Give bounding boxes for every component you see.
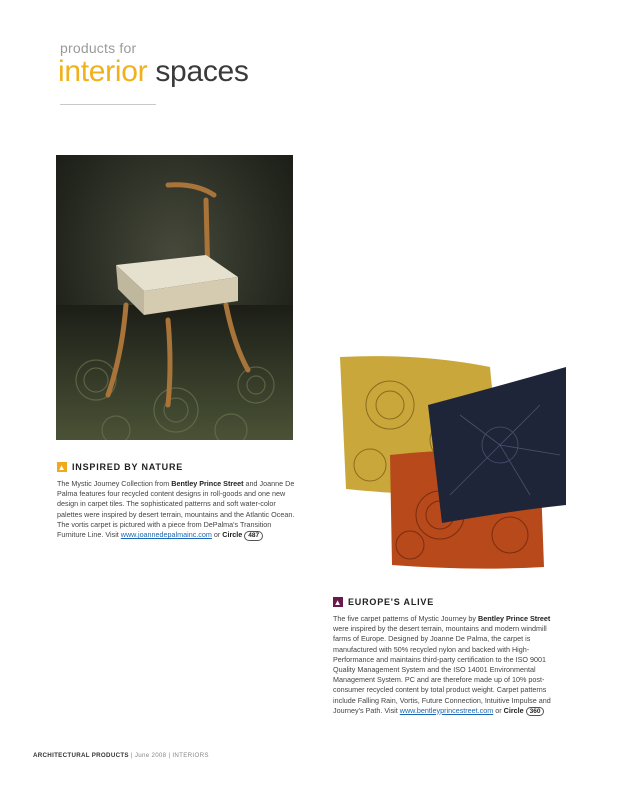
footer-section: INTERIORS xyxy=(172,752,209,759)
arrow-up-icon: ▲ xyxy=(57,462,67,472)
footer-separator: | xyxy=(128,752,135,759)
article1-brand: Bentley Prince Street xyxy=(171,479,244,488)
article2-link[interactable]: www.bentleyprincestreet.com xyxy=(399,705,494,715)
article2-text-2: were inspired by the desert terrain, mountains and modern windmill farms of Europe. Designed by Joanne De Palma, the carpet is manufactured with 50% recycled nylon and backed with High-Performance and maintains third-party certification to the ISO 9001 Quality Management System and the ISO 14001 Environmental Management System. PC and are therefore made up of 10% post-consumer recycled content by total product weight. Carpet patterns include Falling Rain, Vortis, Future Connection, Intuitive Impulse and Journey's Path. Visit xyxy=(333,624,551,715)
article2-text-1: The five carpet patterns of Mystic Journey by xyxy=(333,614,479,623)
heading-text: INSPIRED BY NATURE xyxy=(72,462,184,472)
page-footer xyxy=(33,752,209,759)
footer-date: June 2008 xyxy=(134,752,167,759)
article2-circle-number: 360 xyxy=(526,707,545,717)
article1-text-2: and Joanne De Palma features four recycled content designs in roll-goods and one new design in carpet tiles. The sophisticated patterns and soft water-color palettes were inspired by desert terrain, mountains and the Atlantic Ocean. The vortis carpet is pictured with a piece from DePalma's Transition Furniture Line. Visit xyxy=(57,479,295,540)
footer-separator: | xyxy=(166,752,173,759)
article-europes-alive xyxy=(333,614,561,716)
heading-text: EUROPE'S ALIVE xyxy=(348,597,435,607)
arrow-up-icon: ▲ xyxy=(333,597,343,607)
article2-brand: Bentley Prince Street xyxy=(478,614,551,623)
footer-publication: ARCHITECTURAL PRODUCTS xyxy=(33,752,129,759)
article2-circle-label: Circle xyxy=(503,705,524,715)
article-inspired-by-nature xyxy=(57,479,297,541)
title-accent: interior xyxy=(58,55,148,88)
title-rule xyxy=(60,104,156,105)
article2-or: or xyxy=(493,705,504,715)
heading-inspired-by-nature xyxy=(57,462,183,472)
chair-photo xyxy=(56,155,293,440)
article1-circle-number: 487 xyxy=(244,531,263,541)
heading-europes-alive xyxy=(333,597,434,607)
article1-link[interactable]: www.joannedepalmainc.com xyxy=(120,530,212,540)
carpet-samples-photo xyxy=(330,345,567,577)
page-title xyxy=(58,55,249,89)
article1-circle-label: Circle xyxy=(222,530,243,540)
article1-text-1: The Mystic Journey Collection from xyxy=(57,479,172,488)
kicker: products for xyxy=(60,40,137,56)
article1-or: or xyxy=(211,530,223,540)
title-rest: spaces xyxy=(155,55,249,88)
